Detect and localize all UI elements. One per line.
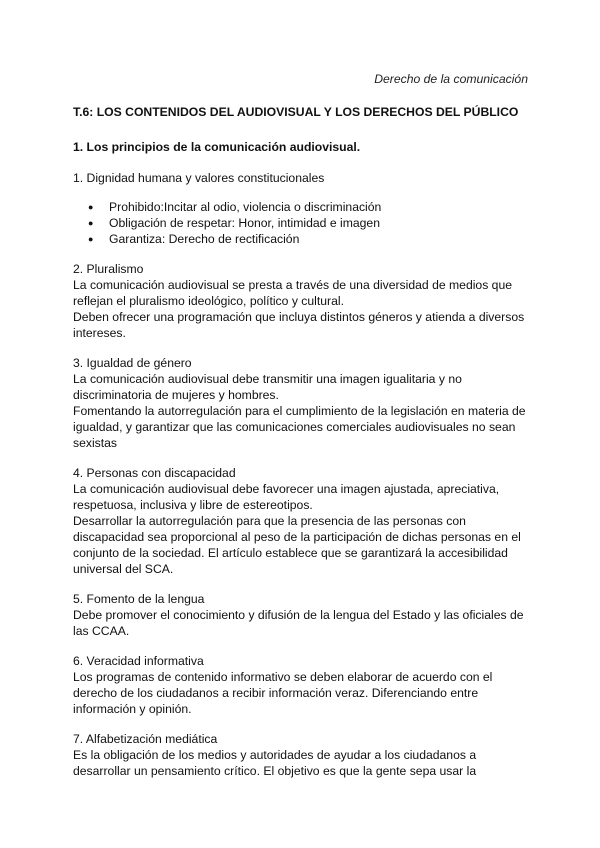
document-title: T.6: LOS CONTENIDOS DEL AUDIOVISUAL Y LOS DERECHOS DEL PÚBLICO bbox=[73, 105, 519, 119]
principle-heading: 5. Fomento de la lengua bbox=[73, 592, 205, 606]
paragraph: Fomentando la autorregulación para el cumplimiento de la legislación en materia de igualdad, y garantizar que las comunicaciones comerciales audiovisuales no sean sexistas bbox=[73, 404, 526, 450]
principle-heading: 2. Pluralismo bbox=[73, 262, 144, 276]
paragraph: Es la obligación de los medios y autoridades de ayudar a los ciudadanos a desarrollar un pensamiento crítico. El objetivo es que la gente sepa usar la bbox=[73, 748, 477, 778]
principle-heading: 7. Alfabetización mediática bbox=[73, 732, 218, 746]
paragraph: La comunicación audiovisual debe favorecer una imagen ajustada, apreciativa, respetuosa, inclusiva y libre de estereotipos. bbox=[73, 482, 500, 512]
paragraph: Deben ofrecer una programación que incluya distintos géneros y atienda a diversos intereses. bbox=[73, 310, 525, 340]
paragraph: La comunicación audiovisual debe transmitir una imagen igualitaria y no discriminatoria de mujeres y hombres. bbox=[73, 372, 462, 402]
principle-item-2 bbox=[73, 261, 533, 341]
principle-item-6 bbox=[73, 653, 533, 717]
principle-heading: 3. Igualdad de género bbox=[73, 356, 192, 370]
principle-item-5 bbox=[73, 591, 533, 639]
bullet-list bbox=[73, 199, 533, 247]
principle-heading: 6. Veracidad informativa bbox=[73, 654, 204, 668]
bullet-item: ● Prohibido:Incitar al odio, violencia o discriminación bbox=[109, 199, 533, 215]
document-body bbox=[73, 104, 533, 779]
paragraph: Debe promover el conocimiento y difusión de la lengua del Estado y las oficiales de las CCAA. bbox=[73, 608, 524, 638]
principle-item-3 bbox=[73, 355, 533, 451]
principle-item-4 bbox=[73, 465, 533, 577]
section-heading: 1. Los principios de la comunicación audiovisual. bbox=[73, 140, 361, 154]
bullet-item: ● Garantiza: Derecho de rectificación bbox=[109, 231, 533, 247]
bullet-item: ● Obligación de respetar: Honor, intimidad e imagen bbox=[109, 215, 533, 231]
paragraph: Desarrollar la autorregulación para que la presencia de las personas con discapacidad sea proporcional al peso de la participación de dichas personas en el conjunto de la sociedad. El artículo establece que se garantizará la accesibilidad universal del SCA. bbox=[73, 514, 521, 576]
principle-heading: 1. Dignidad humana y valores constitucionales bbox=[73, 171, 325, 185]
principle-item-7 bbox=[73, 731, 533, 779]
paragraph: La comunicación audiovisual se presta a través de una diversidad de medios que reflejan el pluralismo ideológico, político y cultural. bbox=[73, 278, 513, 308]
principle-heading: 4. Personas con discapacidad bbox=[73, 466, 236, 480]
principle-item-1 bbox=[73, 170, 533, 247]
running-header: Derecho de la comunicación bbox=[374, 72, 528, 86]
paragraph: Los programas de contenido informativo se deben elaborar de acuerdo con el derecho de los ciudadanos a recibir información veraz. Diferenciando entre información y opinión. bbox=[73, 670, 493, 716]
